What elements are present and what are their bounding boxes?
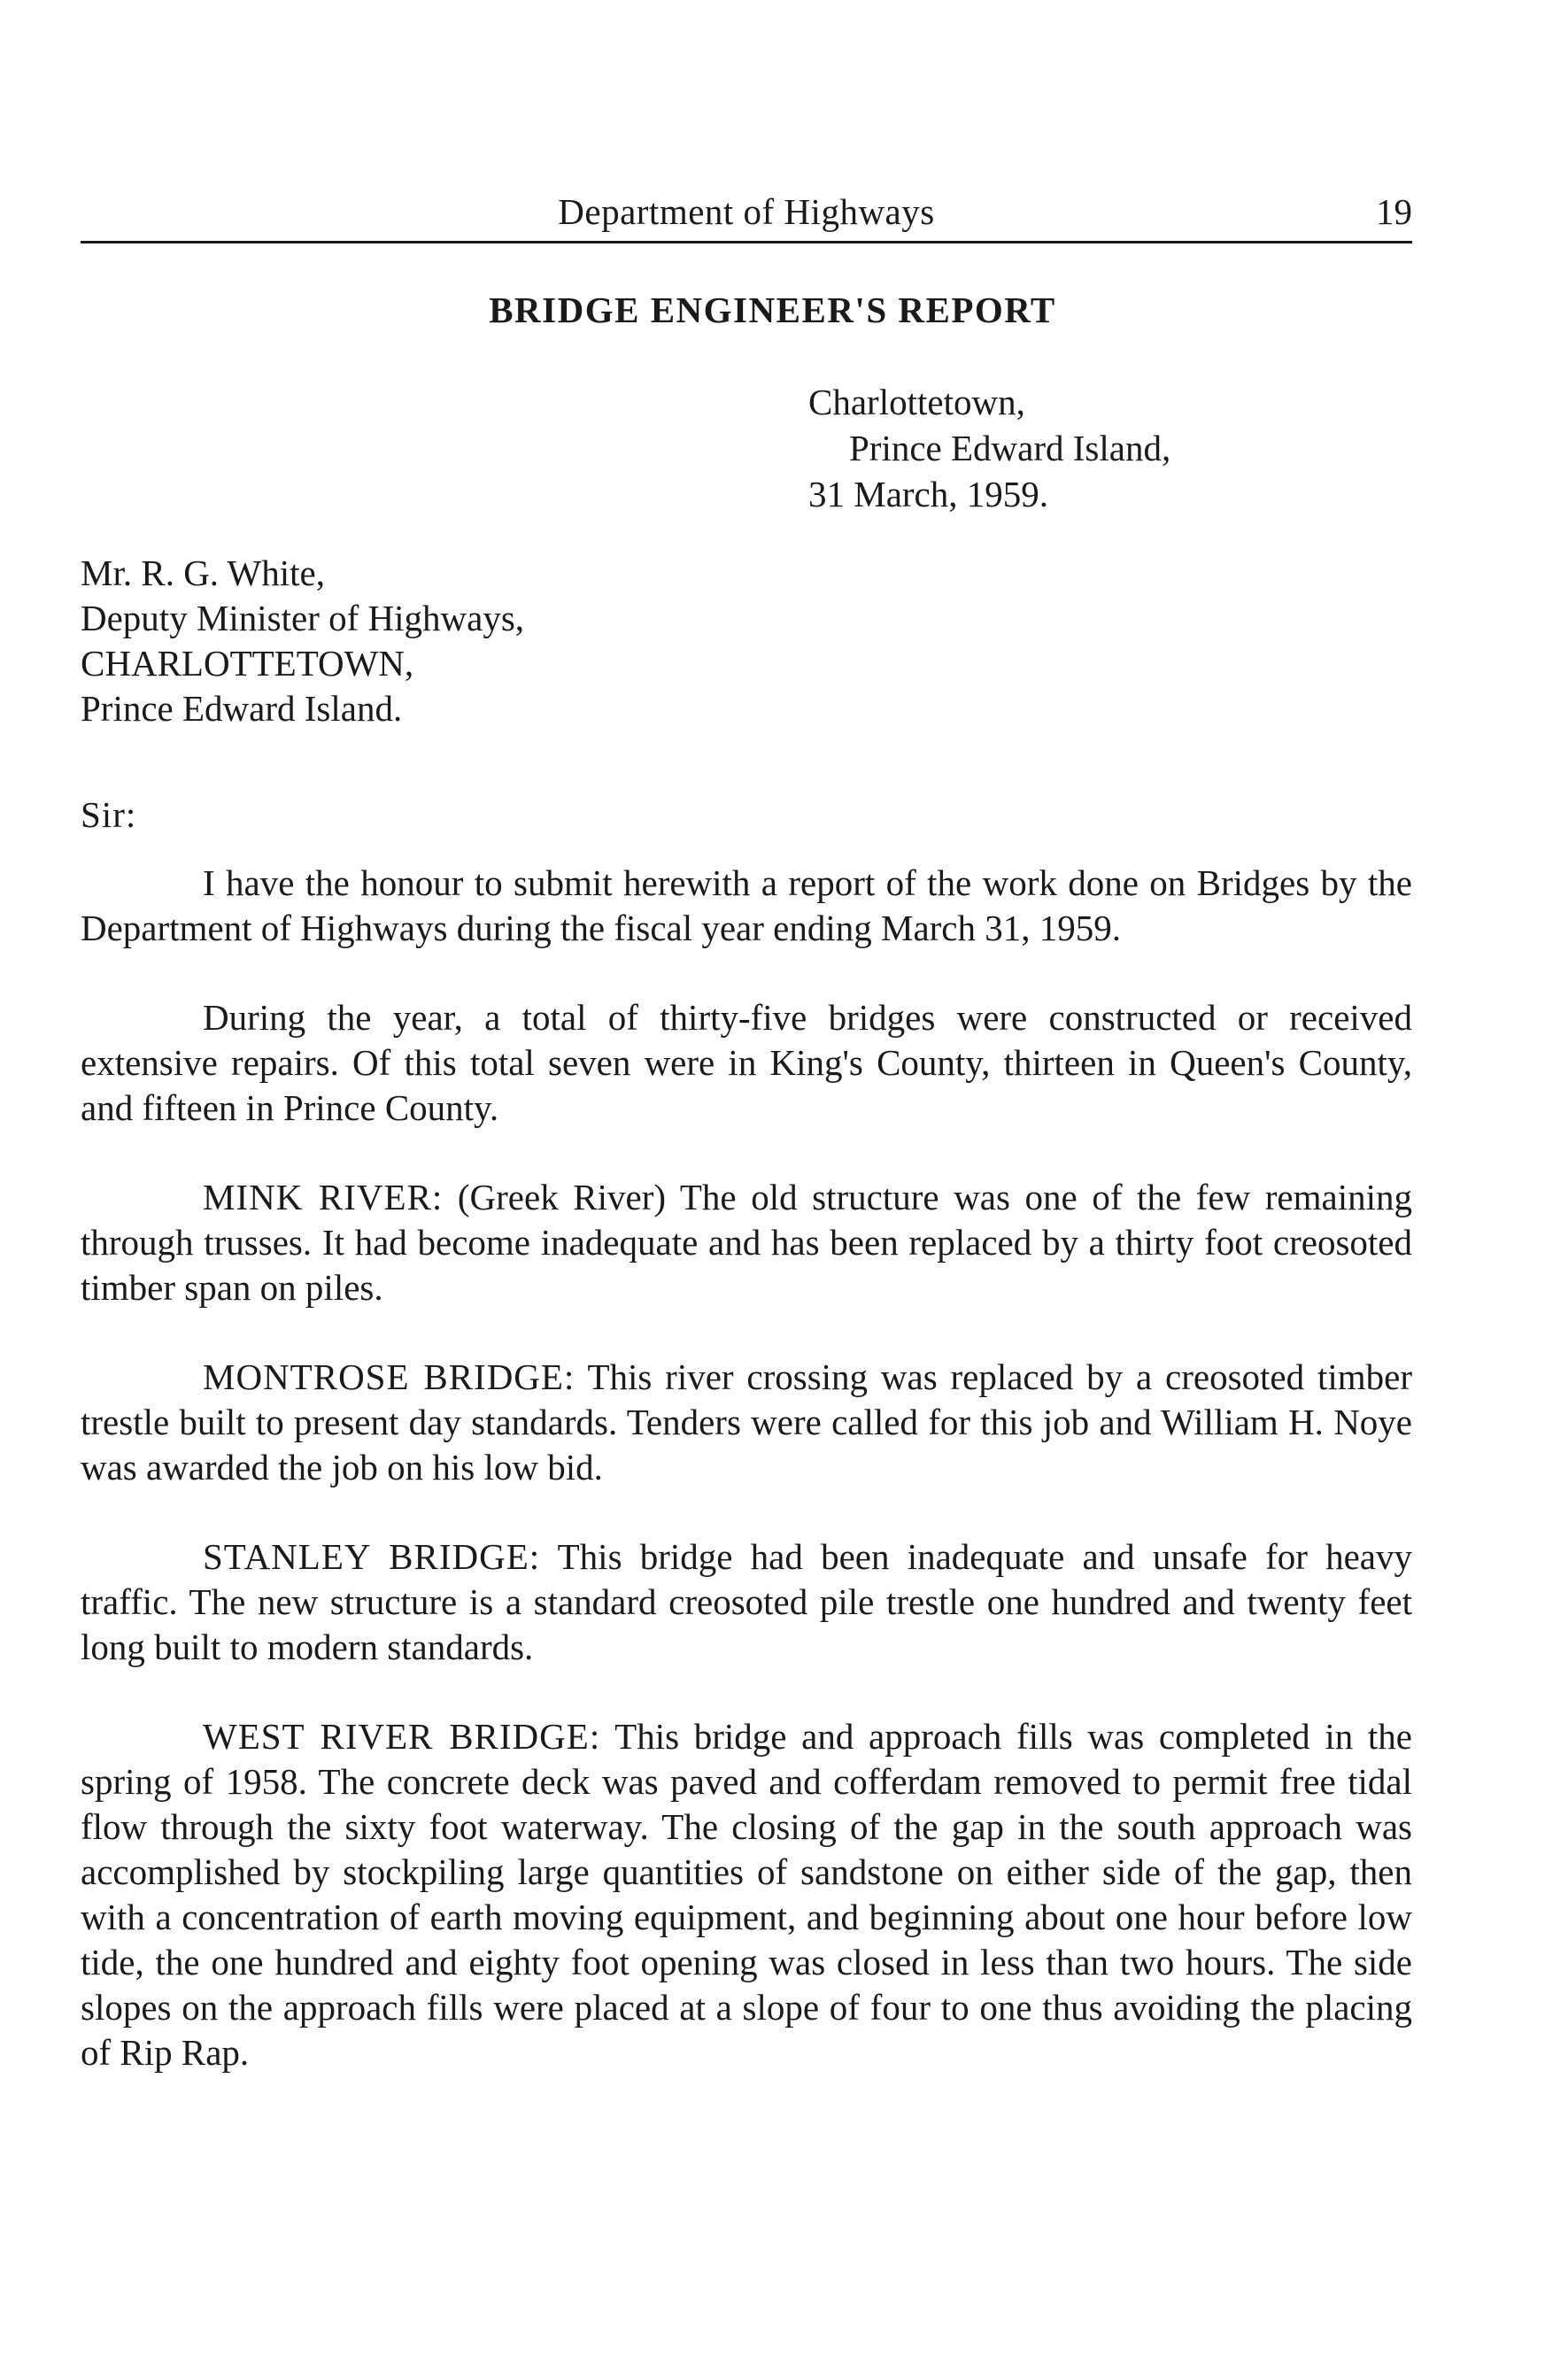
addressee-block <box>81 551 524 731</box>
text-mink-river: (Greek River) The old structure was one of the few remaining through trusses. It had become inadequate and has been replaced by a thirty foot creosoted timber span on piles. <box>81 1177 1412 1308</box>
heading-mink-river: MINK RIVER: <box>203 1177 444 1217</box>
place-province: Prince Edward Island, <box>849 428 1171 468</box>
text-montrose-bridge: This river crossing was replaced by a creosoted timber trestle built to present day standards. Tenders were called for this job and William H. Noye was awarded the job on his low bid. <box>81 1356 1412 1488</box>
salutation: Sir: <box>81 794 137 835</box>
paragraph-stanley-bridge <box>81 1534 1412 1670</box>
paragraph-mink-river <box>81 1175 1412 1310</box>
report-body <box>81 861 1412 2120</box>
page-number: 19 <box>1376 191 1412 232</box>
running-head-title: Department of Highways <box>558 191 935 232</box>
running-head <box>81 188 1412 243</box>
paragraph-summary: During the year, a total of thirty-five bridges were constructed or received extensive repairs. Of this total seven were in King's County, thirteen in Queen's County, and fifteen in Prince County. <box>81 997 1412 1128</box>
paragraph-montrose-bridge <box>81 1355 1412 1490</box>
report-title: BRIDGE ENGINEER'S REPORT <box>489 290 1056 330</box>
text-west-river-bridge: This bridge and approach fills was completed in the spring of 1958. The concrete deck was paved and cofferdam removed to permit free tidal flow through the sixty foot waterway. The closing of the gap in the south approach was accomplished by stockpiling large quantities of sandstone on either side of the gap, then with a concentration of earth moving equipment, and beginning about one hour before low tide, the one hundred and eighty foot opening was closed in less than two hours. The side slopes on the approach fills were placed at a slope of four to one thus avoiding the placing of Rip Rap. <box>81 1716 1412 2073</box>
heading-montrose-bridge: MONTROSE BRIDGE: <box>203 1356 576 1397</box>
addressee-title: Deputy Minister of Highways, <box>81 598 525 638</box>
paragraph-intro: I have the honour to submit herewith a report of the work done on Bridges by the Department of Highways during the fiscal year ending March 31, 1959. <box>81 862 1412 948</box>
addressee-name: Mr. R. G. White, <box>81 552 325 593</box>
report-date: 31 March, 1959. <box>808 474 1049 514</box>
place-city: Charlottetown, <box>808 382 1025 422</box>
addressee-city: CHARLOTTETOWN, <box>81 643 414 684</box>
addressee-province: Prince Edward Island. <box>81 688 403 729</box>
place-and-date <box>808 379 1170 517</box>
heading-west-river-bridge: WEST RIVER BRIDGE: <box>203 1716 601 1757</box>
text-stanley-bridge: This bridge had been inadequate and unsafe for heavy traffic. The new structure is a standard creosoted pile trestle one hundred and twenty feet long built to modern standards. <box>81 1536 1412 1667</box>
heading-stanley-bridge: STANLEY BRIDGE: <box>203 1536 541 1577</box>
paragraph-west-river-bridge <box>81 1714 1412 2075</box>
